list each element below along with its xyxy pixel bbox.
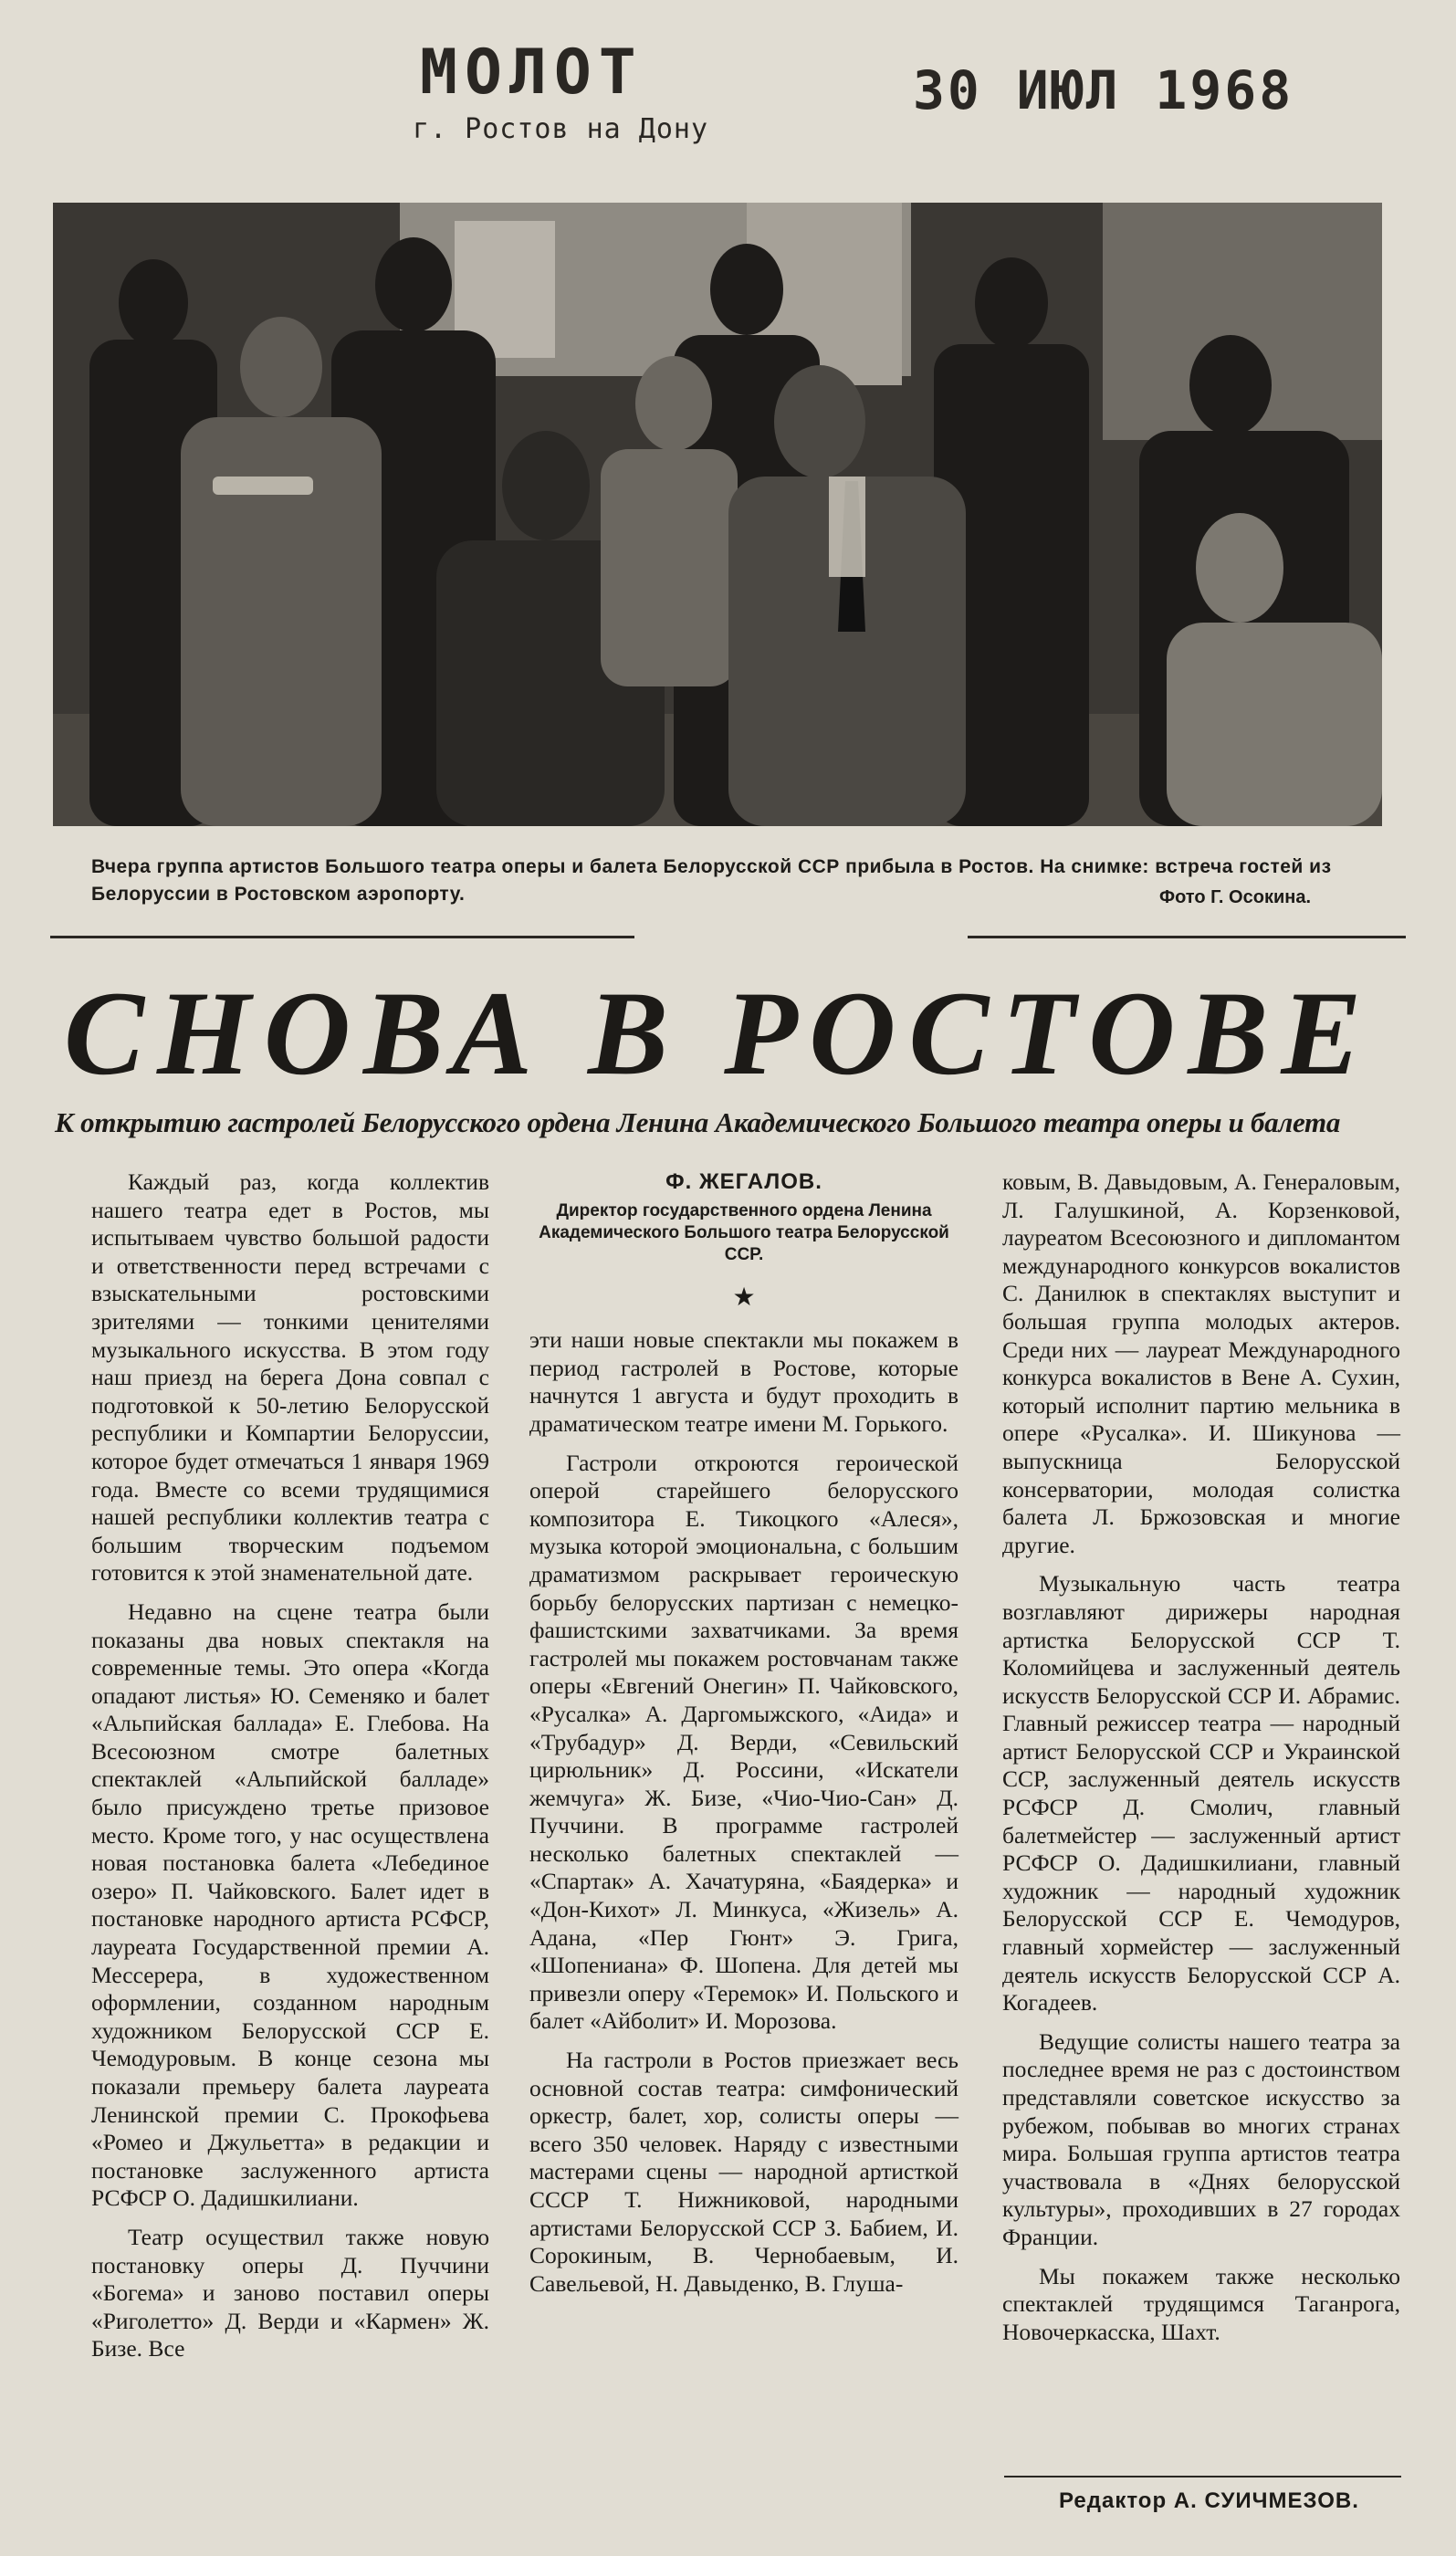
article-headline: СНОВА В РОСТОВЕ	[64, 966, 1375, 1100]
paragraph: На гастроли в Ростов приезжает весь основной состав театра: симфонический оркестр, балет, хор, солисты оперы — всего 350 человек. Наряду с известными мастерами сцены — народной артисткой СССР Т. Нижниковой, народными артистами Белорусской ССР З. Бабием, И. Сорокиным, В. Чернобаевым, И. Савельевой, Н. Давыденко, В. Глуша-	[529, 2047, 958, 2297]
paragraph: Недавно на сцене театра были показаны два новых спектакля на современные темы. Это опера «Когда опадают листья» Ю. Семеняко и балет «Альпийская баллада» Е. Глебова. На Всесоюзном смотре балетных спектаклей «Альпийской балладе» было присуждено третье призовое место. Кроме того, у нас осуществлена новая постановка балета «Лебединое озеро» П. Чайковского. Балет идет в постановке народного артиста РСФСР, лауреата Государственной премии А. Мессерера, в художественном оформлении, созданном народным художником Белорусской ССР Е. Чемодуровым. В конце сезона мы показали премьеру балета лауреата Ленинской премии С. Прокофьева «Ромео и Джульетта» в редакции и постановке заслуженного артиста РСФСР О. Дадишкилиани.	[91, 1598, 489, 2212]
paragraph: Театр осуществил также новую постановку оперы Д. Пуччини «Богема» и заново поставил оперы «Риголетто» Д. Верди и «Кармен» Ж. Бизе. Все	[91, 2223, 489, 2362]
date-stamp: 30 ИЮЛ 1968	[913, 59, 1294, 121]
star-separator: ★	[732, 1283, 756, 1312]
newspaper-name-stamp: МОЛОТ	[420, 37, 644, 109]
paragraph: Музыкальную часть театра возглавляют дирижеры народная артистка Белорусской ССР Т. Коломийцева и заслуженный деятель искусств Белорусской ССР И. Абрамис. Главный режиссер театра — народный артист Белорусской ССР и Украинской ССР, заслуженный деятель искусств РСФСР Д. Смолич, главный балетмейстер — заслуженный артист РСФСР О. Дадишкилиани, главный художник — народный художник Белорусской ССР Е. Чемодуров, главный хормейстер — заслуженный деятель искусств Белорусской ССР А. Когадеев.	[1002, 1570, 1400, 2017]
group-photo	[53, 203, 1382, 826]
divider-rule-right	[968, 936, 1406, 938]
article-column-2	[529, 1168, 958, 2298]
paragraph: ковым, В. Давыдовым, А. Генераловым, Л. Галушкиной, А. Корзенковой, лауреатом Всесоюзного и дипломантом международного конкурсов вокалистов С. Данилюк в спектаклях выступит и большая группа молодых актеров. Среди них — лауреат Международного конкурса вокалистов в Вене А. Сухин, который исполнит партию мельника в опере «Русалка». И. Шикунова — выпускница Белорусской консерватории, молодая солистка балета Л. Бржозовская и многие другие.	[1002, 1168, 1400, 1558]
author-title: Директор государственного ордена Ленина Академического Большого театра Белорусской ССР.	[539, 1200, 949, 1264]
newspaper-city-stamp: г. Ростов на Дону	[413, 113, 709, 145]
article-subtitle: К открытию гастролей Белорусского ордена Ленина Академического Большого театра оперы и балета	[55, 1106, 1341, 1138]
paragraph: Ведущие солисты нашего театра за последнее время не раз с достоинством представляли советское искусство за рубежом, побывав во многих странах мира. Большая группа артистов театра участвовала в «Днях белорусской культуры», проходивших в 27 городах Франции.	[1002, 2027, 1400, 2250]
paragraph: Гастроли откроются героической оперой старейшего белорусского композитора Е. Тикоцкого «Алеся», музыка которой эмоциональна, с большим драматизмом раскрывает героическую борьбу белорусских партизан с немецко-фашистскими захватчиками. За время гастролей мы покажем ростовчанам также оперы «Евгений Онегин» П. Чайковского, «Русалка» А. Даргомыжского, «Аида» и «Трубадур» Д. Верди, «Севильский цирюльник» Д. Россини, «Искатели жемчуга» Ж. Бизе, «Чио-Чио-Сан» Д. Пуччини. В программе гастролей несколько балетных спектаклей — «Спартак» А. Хачатуряна, «Баядерка» и «Дон-Кихот» Л. Минкуса, «Жизель» А. Адана, «Пер Гюнт» Э. Грига, «Шопениана» Ф. Шопена. Для детей мы привезли оперу «Теремок» И. Польского и балет «Айболит» И. Морозова.	[529, 1449, 958, 2035]
paragraph: эти наши новые спектакли мы покажем в период гастролей в Ростове, которые начнутся 1 августа и будут проходить в драматическом театре имени М. Горького.	[529, 1326, 958, 1437]
photo-credit: Фото Г. Осокина.	[1159, 887, 1312, 907]
paragraph: Каждый раз, когда коллектив нашего театра едет в Ростов, мы испытываем чувство большой радости и ответственности перед встречами с взыскательными ростовскими зрителями — тонкими ценителями музыкального искусства. В этом году наш приезд на берега Дона совпал с подготовкой к 50-летию Белорусской республики и Компартии Белоруссии, которое будет отмечаться 1 января 1969 года. Вместе со всеми трудящимися нашей республики коллектив театра с большим творческим подъемом готовится к этой знаменательной дате.	[91, 1168, 489, 1587]
divider-rule-left	[50, 936, 634, 938]
editor-signature: Редактор А. СУИЧМЕЗОВ.	[1059, 2488, 1359, 2513]
paragraph: Мы покажем также несколько спектаклей трудящимся Таганрога, Новочеркасска, Шахт.	[1002, 2262, 1400, 2345]
article-column-1	[91, 1168, 489, 2363]
editor-divider	[1004, 2476, 1401, 2477]
author-name: Ф. ЖЕГАЛОВ.	[665, 1169, 822, 1194]
photo-caption: Вчера группа артистов Большого театра оперы и балета Белорусской ССР прибыла в Ростов. На снимке: встреча гостей из Белоруссии в Ростовском аэропорту.	[91, 856, 1332, 905]
author-block	[529, 1168, 958, 1266]
article-column-3	[1002, 1168, 1400, 2346]
